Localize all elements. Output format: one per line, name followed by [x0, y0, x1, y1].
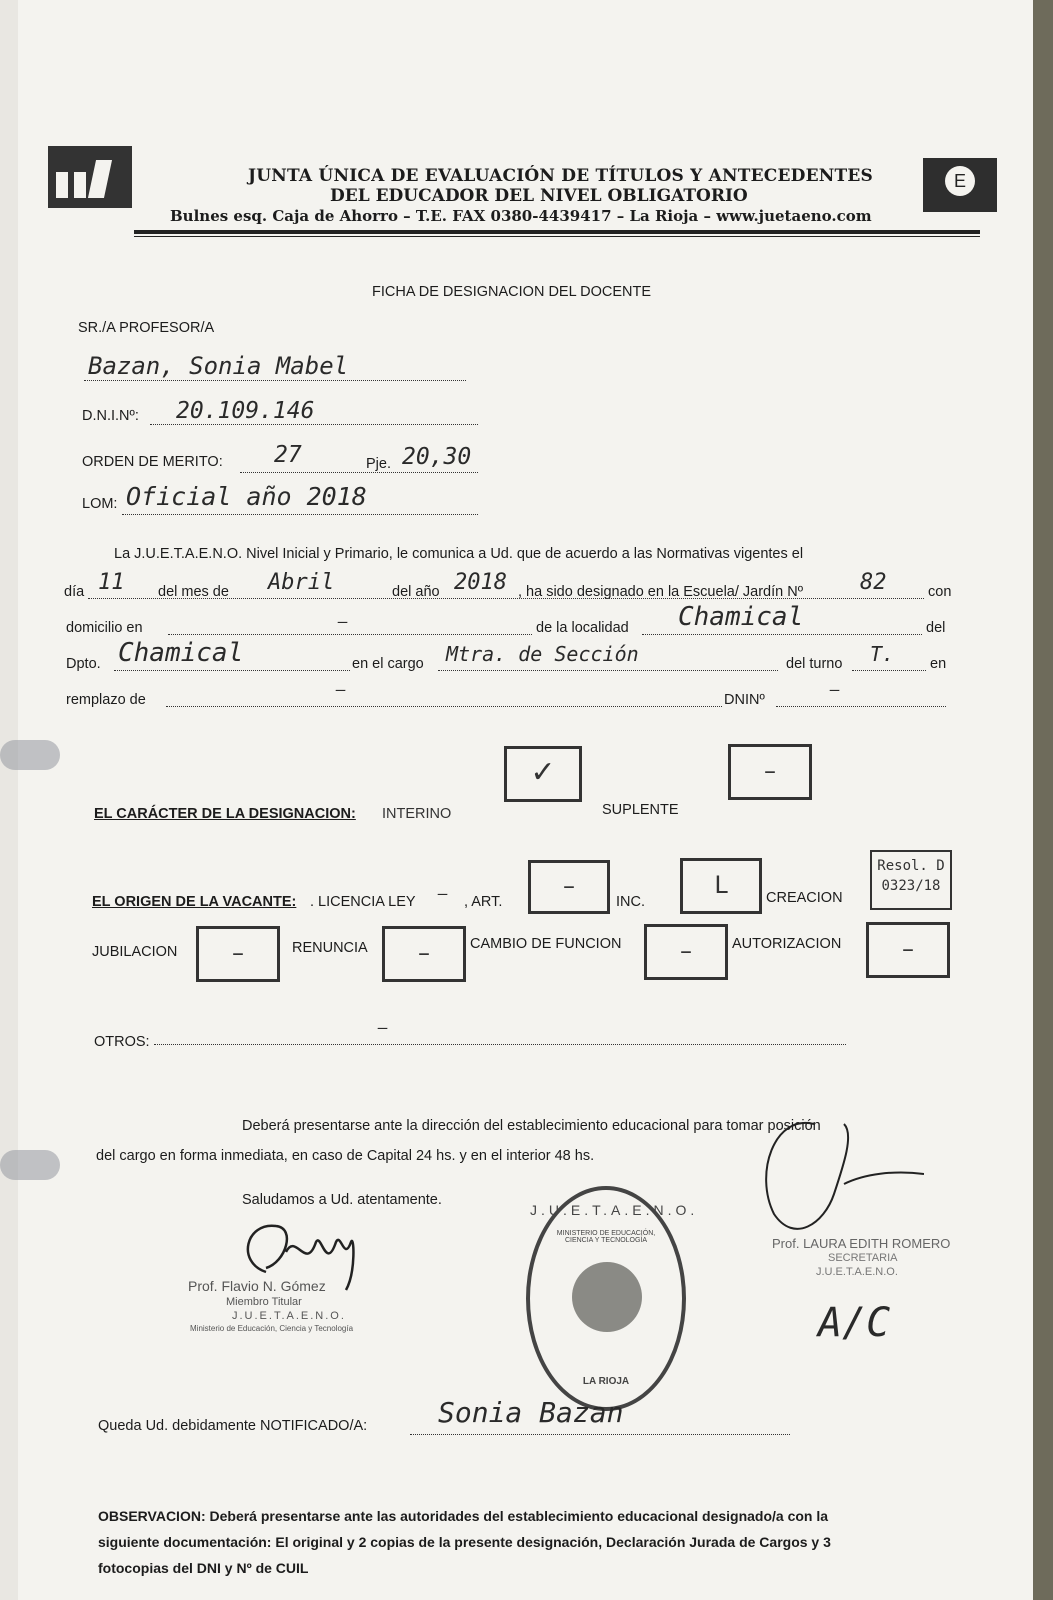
pje-label: Pje. [366, 456, 391, 472]
localidad-line [642, 634, 922, 635]
inc-label: INC. [616, 894, 645, 910]
origen-heading: EL ORIGEN DE LA VACANTE: [92, 894, 297, 910]
suplente-label: SUPLENTE [602, 802, 679, 818]
ac-note: A/C [818, 1300, 891, 1346]
con-label: con [928, 584, 952, 600]
badge-letter: E [945, 166, 975, 196]
orden-label: ORDEN DE MERITO: [82, 454, 223, 470]
interino-label: INTERINO [382, 806, 452, 822]
seal-emblem [572, 1262, 642, 1332]
jubilacion-label: JUBILACION [92, 944, 178, 960]
observacion-line1: OBSERVACION: Deberá presentarse ante las autoridades del establecimiento educacional designado/a con la [98, 1508, 829, 1524]
form-title: FICHA DE DESIGNACION DEL DOCENTE [372, 284, 652, 300]
level-badge [923, 158, 997, 212]
turno-line [852, 670, 926, 671]
notificado-label: Queda Ud. debidamente NOTIFICADO/A: [98, 1418, 368, 1434]
otros-label: OTROS: [94, 1034, 150, 1050]
notificado-line [410, 1434, 790, 1435]
instructions-line2: del cargo en forma inmediata, en caso de Capital 24 hs. y en el interior 48 hs. [96, 1148, 595, 1164]
otros-value: – [378, 1018, 388, 1037]
cambio-box: – [644, 924, 728, 980]
designado-label: , ha sido designado en la Escuela/ Jardín Nº [518, 584, 804, 600]
official-seal [526, 1186, 699, 1411]
finger-shadow-bottom [0, 1150, 60, 1180]
dia-value: 11 [98, 570, 125, 595]
header-rule-thin [134, 236, 980, 237]
domicilio-label: domicilio en [66, 620, 143, 636]
escuela-value: 82 [860, 570, 887, 595]
right-signer-org: J.U.E.T.A.E.N.O. [816, 1266, 898, 1278]
cargo-line [438, 670, 778, 671]
observacion-line2: siguiente documentación: El original y 2 copias de la presente designación, Declaración Jurada de Cargos y 3 [98, 1534, 831, 1550]
header-subtitle: DEL EDUCADOR DEL NIVEL OBLIGATORIO [330, 186, 748, 206]
greeting: Saludamos a Ud. atentamente. [242, 1192, 442, 1208]
interino-box: ✓ [504, 746, 582, 802]
dni-line [150, 424, 478, 425]
autorizacion-label: AUTORIZACION [732, 936, 842, 952]
finger-shadow-top [0, 740, 60, 770]
cargo-value: Mtra. de Sección [446, 642, 639, 666]
header-rule [134, 230, 980, 234]
observacion-line3: fotocopias del DNI y Nº de CUIL [98, 1560, 309, 1576]
cargo-label: en el cargo [352, 656, 424, 672]
pje-value: 20,30 [402, 444, 472, 470]
orden-line [240, 472, 478, 473]
remplazo-line [166, 706, 722, 707]
localidad-value: Chamical [678, 602, 804, 632]
anio-value: 2018 [454, 570, 507, 595]
en-label: en [930, 656, 947, 672]
lom-label: LOM: [82, 496, 118, 512]
seal-bottom-text: LA RIOJA [582, 1376, 630, 1387]
instructions-line1: Deberá presentarse ante la dirección del establecimiento educacional para tomar posición [242, 1118, 821, 1134]
del-label: del [926, 620, 946, 636]
teacher-name: Bazan, Sonia Mabel [88, 352, 349, 380]
remplazo-value: – [336, 680, 346, 699]
anio-label: del año [392, 584, 440, 600]
creacion-box: Resol. D 0323/18 [870, 850, 952, 910]
notificado-signature: Sonia Bazan [438, 1396, 624, 1429]
dpto-line [114, 670, 350, 671]
renuncia-label: RENUNCIA [292, 940, 368, 956]
art-label: , ART. [464, 894, 503, 910]
header-institution: JUNTA ÚNICA DE EVALUACIÓN DE TÍTULOS Y ANTECEDENTES [248, 166, 873, 186]
dnin-label: DNINº [724, 692, 765, 708]
renuncia-box: – [382, 926, 466, 982]
dpto-label: Dpto. [66, 656, 101, 672]
cambio-label: CAMBIO DE FUNCION [470, 936, 622, 952]
header-contact: Bulnes esq. Caja de Ahorro – T.E. FAX 0380-4439417 – La Rioja – www.juetaeno.com [170, 207, 872, 225]
domicilio-line [168, 634, 532, 635]
remplazo-label: remplazo de [66, 692, 146, 708]
document-sheet [18, 0, 1053, 1600]
localidad-label: de la localidad [536, 620, 629, 636]
licencia-label: . LICENCIA LEY [310, 894, 416, 910]
left-signer-ministry: Ministerio de Educación, Ciencia y Tecnología [190, 1324, 354, 1333]
caracter-heading: EL CARÁCTER DE LA DESIGNACION: [94, 806, 356, 822]
dia-label: día [64, 584, 85, 600]
dni-label: D.N.I.Nº: [82, 408, 139, 424]
name-line [84, 380, 466, 381]
dnin-value: – [830, 680, 840, 699]
otros-line [154, 1044, 846, 1045]
dnin-line [776, 706, 946, 707]
intro-text: La J.U.E.T.A.E.N.O. Nivel Inicial y Primario, le comunica a Ud. que de acuerdo a las Normativas vigentes el [114, 546, 804, 562]
dni-value: 20.109.146 [176, 398, 315, 424]
left-signer-title: Miembro Titular [226, 1296, 302, 1308]
jubilacion-box: – [196, 926, 280, 982]
suplente-box: – [728, 744, 812, 800]
domicilio-value: – [338, 612, 348, 631]
right-signature-scribble [754, 1114, 924, 1254]
turno-label: del turno [786, 656, 843, 672]
art-box: – [528, 860, 610, 914]
turno-value: T. [870, 642, 895, 666]
lom-line [122, 514, 478, 515]
inc-box: L [680, 858, 762, 914]
autorizacion-box: – [866, 922, 950, 978]
licencia-value: – [438, 884, 448, 903]
seal-ring-text: MINISTERIO DE EDUCACIÓN, CIENCIA Y TECNOLOGÍA [556, 1230, 656, 1244]
mes-value: Abril [268, 570, 335, 595]
right-signer-title: SECRETARIA [828, 1252, 898, 1264]
seal-top-text: J.U.E.T.A.E.N.O. [530, 1202, 699, 1218]
orden-value: 27 [274, 442, 302, 468]
dpto-value: Chamical [118, 638, 244, 668]
juetaeno-logo [48, 146, 132, 208]
left-signer-name: Prof. Flavio N. Gómez [188, 1278, 326, 1294]
mes-label: del mes de [158, 584, 229, 600]
lom-value: Oficial año 2018 [126, 482, 367, 511]
right-signer-name: Prof. LAURA EDITH ROMERO [772, 1236, 951, 1251]
recipient-label: SR./A PROFESOR/A [78, 320, 215, 336]
creacion-label: CREACION [766, 890, 843, 906]
left-signer-org: J.U.E.T.A.E.N.O. [232, 1310, 346, 1322]
dia-line [88, 598, 924, 599]
